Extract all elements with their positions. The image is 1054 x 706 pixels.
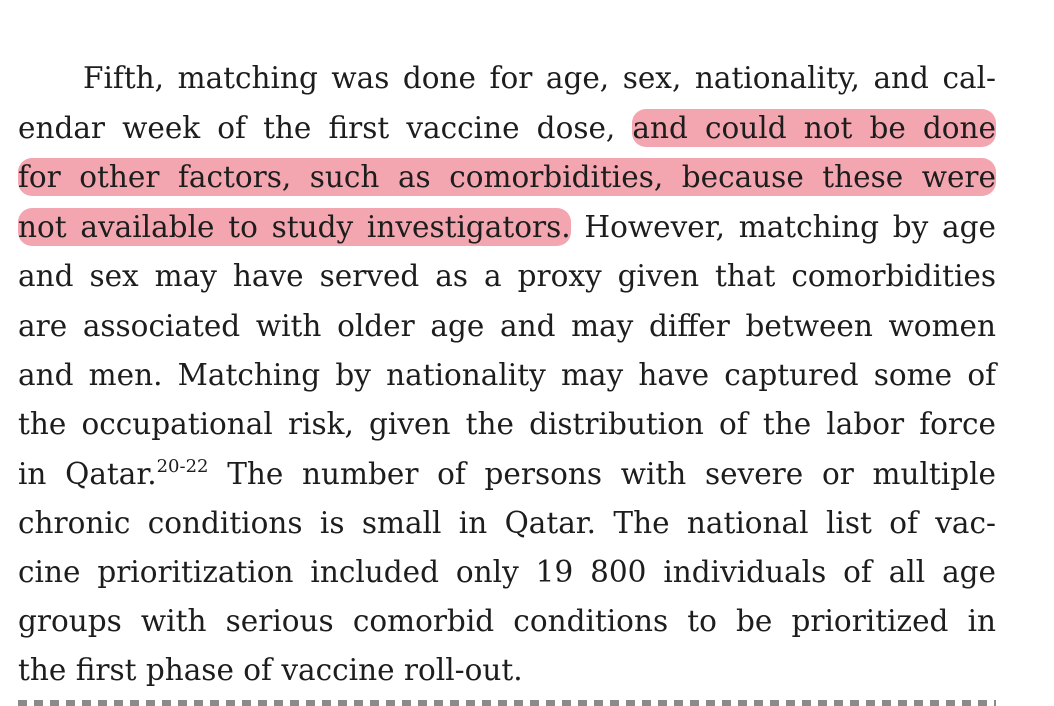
paragraph-line-3 — [18, 153, 996, 201]
paragraph-line-2 — [18, 104, 996, 152]
paragraph-line-7 — [18, 351, 996, 399]
paragraph-line-5 — [18, 252, 996, 300]
next-line-cropped — [18, 690, 996, 706]
line-text: cine prioritization included only 19 800 individuals of all age — [18, 555, 996, 589]
paragraph-line-9 — [18, 450, 996, 498]
line-text: Fifth, matching was done for age, sex, nationality, and cal- — [83, 61, 996, 95]
paragraph-line-13 — [18, 646, 996, 694]
line-text: and men. Matching by nationality may have captured some of — [18, 358, 996, 392]
line-text: The number of persons with severe or multiple — [208, 457, 996, 491]
paragraph-line-1 — [83, 54, 996, 102]
paragraph-line-12 — [18, 597, 996, 645]
line-text: endar week of the first vaccine dose, — [18, 111, 633, 145]
paragraph-line-4 — [18, 203, 996, 251]
paragraph-line-10 — [18, 499, 996, 547]
line-text: in Qatar. — [18, 457, 157, 491]
reference-superscript[interactable]: 20-22 — [156, 456, 209, 477]
line-text: the first phase of vaccine roll-out. — [18, 653, 523, 687]
line-text: and sex may have served as a proxy given that comorbidities — [18, 259, 996, 293]
line-text: are associated with older age and may differ between women — [18, 309, 996, 343]
highlighted-text[interactable]: not available to study investigators. — [18, 210, 571, 244]
paragraph-line-8 — [18, 400, 996, 448]
paragraph-line-11 — [18, 548, 996, 596]
highlighted-text[interactable]: and could not be done — [632, 111, 996, 145]
paragraph-line-6 — [18, 302, 996, 350]
line-text: However, matching by age — [570, 210, 996, 244]
highlighted-text[interactable]: for other factors, such as comorbidities, because these were — [18, 160, 996, 194]
line-text: the occupational risk, given the distribution of the labor force — [18, 407, 996, 441]
line-text: groups with serious comorbid conditions to be prioritized in — [18, 604, 996, 638]
line-text: chronic conditions is small in Qatar. The national list of vac- — [18, 506, 996, 540]
